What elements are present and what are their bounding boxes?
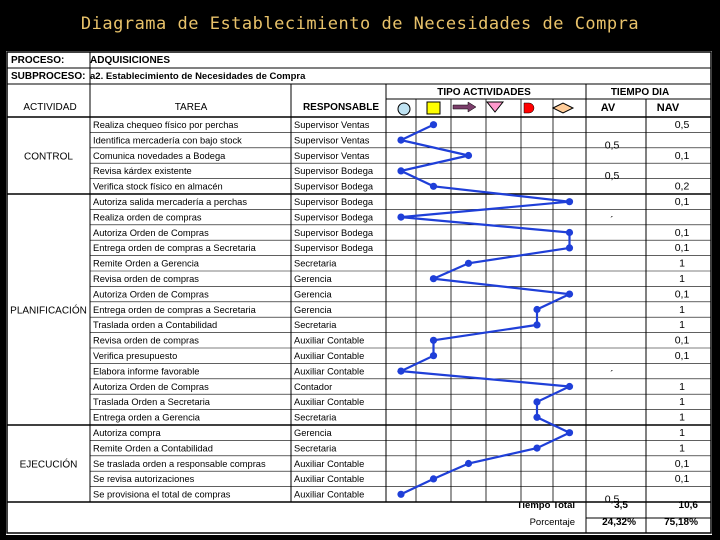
table-row [93,166,619,182]
row-tarea: Entrega orden de compras a Secretaria [93,304,256,315]
porcentaje-label: Porcentaje [529,517,575,528]
flow-point [533,398,540,405]
table-row [93,212,614,226]
row-tarea: Revisa orden de compras [93,335,199,346]
col-av: AV [600,102,616,114]
row-responsable: Secretaria [294,320,337,331]
row-av: 0,5 [604,170,620,183]
row-av: ´ [610,214,614,227]
flow-point [566,383,573,390]
flow-point [566,429,573,436]
porcentaje-av: 24,32% [602,517,636,528]
row-nav: 0,1 [674,242,690,255]
row-tarea: Autoriza compra [93,428,161,438]
row-tarea: Realiza chequeo físico por perchas [93,120,239,130]
row-responsable: Secretaria [294,412,337,423]
flow-point [430,475,437,482]
row-nav: 0,1 [674,457,690,470]
flow-point [533,321,540,328]
circle-symbol-icon [398,103,410,115]
row-responsable: Gerencia [294,428,332,438]
row-nav: 1 [679,427,685,439]
flow-line [401,125,570,495]
subproceso-value: a2. Establecimiento de Necesidades de Compra [90,71,306,82]
group-label: PLANIFICACIÓN [10,305,87,317]
row-tarea: Remite Orden a Gerencia [93,258,199,269]
tiempo-total-nav: 10,6 [678,500,698,511]
row-tarea: Se revisa autorizaciones [93,474,195,485]
row-nav: 0,1 [674,196,690,208]
flow-point [397,214,404,221]
row-nav: 1 [679,319,685,332]
table-row [93,196,689,208]
arrow-symbol-icon [453,102,476,112]
row-tarea: Comunica novedades a Bodega [93,150,226,161]
flow-point [566,291,573,298]
row-tarea: Remite Orden a Contabilidad [93,443,213,454]
row-responsable: Auxiliar Contable [294,458,365,469]
table-row [93,135,619,151]
flow-point [430,352,437,359]
table-row [93,412,685,424]
row-tarea: Verifica stock físico en almacén [93,181,223,192]
row-nav: 0,1 [674,334,690,347]
table-row [93,119,689,131]
table-row [93,304,685,316]
row-responsable: Supervisor Bodega [294,166,374,177]
group-label: EJECUCIÓN [19,459,78,471]
flow-point [533,445,540,452]
flow-point [430,183,437,190]
table-row [93,381,685,393]
flow-point [430,337,437,344]
porcentaje-nav: 75,18% [664,517,698,528]
col-nav: NAV [656,102,680,114]
row-tarea: Autoriza salida mercadería a perchas [93,197,247,207]
flow-point [397,491,404,498]
row-tarea: Autoriza Orden de Compras [93,227,209,238]
row-nav: 1 [679,396,685,409]
subproceso-label: SUBPROCESO: [11,71,86,82]
row-nav: 1 [679,411,685,424]
col-tiempo-dia: TIEMPO DIA [610,87,670,98]
row-tarea: Se traslada orden a responsable compras [93,458,266,469]
row-responsable: Secretaria [294,443,337,454]
row-tarea: Realiza orden de compras [93,212,202,223]
row-responsable: Auxiliar Contable [294,489,365,500]
row-responsable: Supervisor Ventas [294,150,370,161]
row-nav: 1 [679,257,685,270]
row-tarea: Elabora informe favorable [93,366,200,377]
col-tarea: TAREA [174,102,208,113]
col-tipo-actividades: TIPO ACTIVIDADES [437,87,531,98]
proceso-value: ADQUISICIONES [90,55,171,66]
row-responsable: Supervisor Bodega [294,243,374,254]
table-row [93,227,689,239]
flow-point [533,306,540,313]
square-symbol-icon [427,102,440,114]
row-tarea: Autoriza Orden de Compras [93,289,209,300]
flow-point [533,414,540,421]
table-row [93,319,685,331]
d-symbol-icon [524,103,534,113]
row-responsable: Supervisor Bodega [294,212,374,223]
row-nav: 0,5 [674,119,690,131]
row-tarea: Se provisiona el total de compras [93,489,231,500]
flow-point [566,229,573,236]
page-title: Diagrama de Establecimiento de Necesidades de Compra [80,14,640,34]
row-tarea: Revisa orden de compras [93,274,199,284]
row-nav: 1 [679,303,685,316]
row-responsable: Supervisor Bodega [294,181,374,192]
row-responsable: Auxiliar Contable [294,366,365,377]
row-responsable: Auxiliar Contable [294,397,365,408]
group-label: CONTROL [24,151,73,163]
row-tarea: Entrega orden a Gerencia [93,412,200,423]
row-responsable: Gerencia [294,289,332,300]
row-tarea: Autoriza Orden de Compras [93,381,209,392]
row-nav: 1 [679,380,685,393]
table-row [93,288,689,300]
row-tarea: Revisa kárdex existente [93,166,192,177]
row-tarea: Verifica presupuesto [93,351,178,361]
table-row [93,258,685,270]
row-tarea: Identifica mercadería con bajo stock [93,135,242,146]
row-responsable: Auxiliar Contable [294,351,365,361]
flow-point [465,460,472,467]
row-responsable: Supervisor Ventas [294,120,370,130]
flow-point [465,260,472,267]
row-responsable: Supervisor Bodega [294,227,374,238]
table-row [93,473,689,485]
row-av: ´ [610,368,614,381]
row-responsable: Gerencia [294,274,332,284]
table-row [93,458,689,470]
flow-point [397,137,404,144]
row-tarea: Traslada orden a Contabilidad [93,320,218,331]
col-actividad: ACTIVIDAD [23,102,77,113]
col-responsable: RESPONSABLE [302,102,380,113]
row-responsable: Auxiliar Contable [294,335,365,346]
row-responsable: Supervisor Ventas [294,135,370,146]
table-row [93,181,689,193]
row-nav: 0,1 [674,350,690,362]
row-responsable: Gerencia [294,304,332,315]
flow-point [397,368,404,375]
flow-point [397,167,404,174]
tiempo-total-av: 3,5 [614,500,628,511]
table-row [93,335,689,347]
diamond-symbol-icon [553,103,573,113]
row-responsable: Secretaria [294,258,337,269]
row-nav: 0,1 [674,226,690,239]
row-tarea: Entrega orden de compras a Secretaria [93,243,256,254]
proceso-label: PROCESO: [11,55,65,66]
table-row [93,442,685,454]
table-row [93,350,689,362]
table-row [93,396,685,408]
table-row [93,242,689,254]
process-diagram [6,51,712,535]
row-nav: 0,2 [674,180,690,193]
row-av: 0,5 [604,493,620,506]
row-responsable: Supervisor Bodega [294,197,374,207]
row-nav: 0,1 [674,473,690,486]
table-row [93,427,685,439]
row-nav: 1 [679,442,685,455]
row-responsable: Auxiliar Contable [294,474,365,485]
row-tarea: Traslada Orden a Secretaria [93,397,210,408]
table-row [93,150,689,162]
flow-point [465,152,472,159]
triangle-symbol-icon [487,102,503,112]
flow-point [566,198,573,205]
table-row [93,366,614,380]
flow-point [430,275,437,282]
row-av: 0,5 [604,139,620,152]
process-sheet [6,51,712,535]
row-nav: 0,1 [674,288,690,301]
flow-point [430,121,437,128]
row-nav: 0,1 [674,149,690,162]
table-row [93,273,685,285]
tiempo-total-label: Tiempo Total [516,500,575,511]
flow-point [566,244,573,251]
row-responsable: Contador [294,381,333,392]
row-nav: 1 [679,273,685,285]
